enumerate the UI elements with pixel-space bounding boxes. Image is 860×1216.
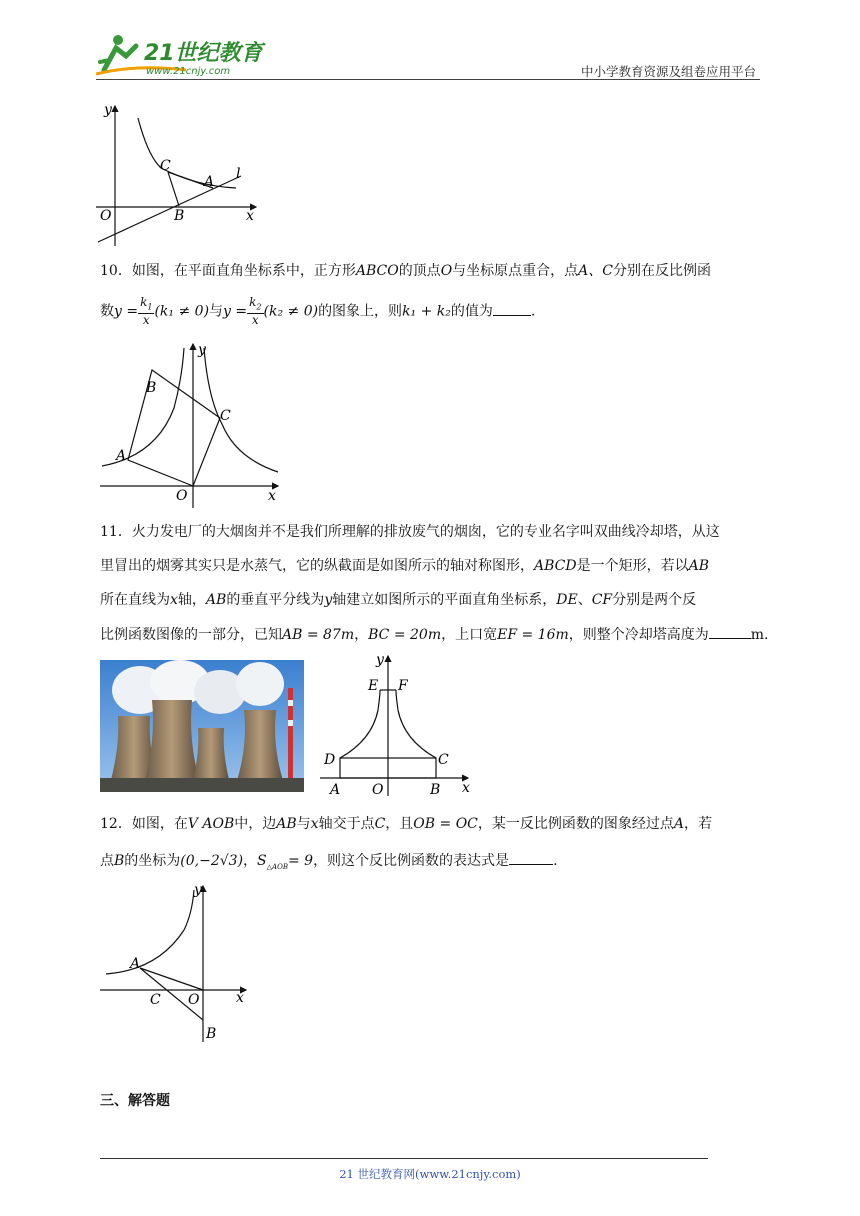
cooling-tower-photo [100, 660, 304, 792]
header-divider [96, 79, 760, 80]
fig11-label-y: y [376, 652, 384, 668]
header-platform-text: 中小学教育资源及组卷应用平台 [580, 64, 756, 79]
fig9-label-o: O [100, 208, 112, 224]
section-heading-3: 三、解答题 [100, 1093, 170, 1109]
figure-q12 [98, 880, 258, 1048]
q12-answer-blank[interactable] [509, 864, 553, 865]
fig10-label-y: y [198, 342, 206, 358]
q11-line2: 里冒出的烟雾其实只是水蒸气，它的纵截面是如图所示的轴对称图形，ABCD是一个矩形，若以AB [100, 558, 710, 574]
q11-answer-blank[interactable] [709, 638, 751, 639]
q12-line2: 点B的坐标为(0,−2√3)，$S_{\triangle AOB}= 9$，则这个反比例函数的表达式是 . [100, 853, 558, 871]
fig10-label-x: x [268, 488, 276, 504]
fig12-label-y: y [194, 882, 202, 898]
figure-q10 [96, 338, 291, 510]
q11-line3: 所在直线为x轴，AB的垂直平分线为y轴建立如图所示的平面直角坐标系，DE、CF分别是两个反 [100, 592, 697, 608]
fig9-label-y: y [104, 102, 112, 118]
fig12-label-x: x [236, 990, 244, 1006]
fig9-label-a: A [204, 174, 215, 190]
fig10-label-a: A [116, 448, 127, 464]
fig12-label-c: C [150, 992, 161, 1008]
fig11-label-x: x [462, 780, 470, 796]
fig11-label-o: O [372, 782, 384, 798]
fig11-label-e: E [368, 678, 379, 694]
logo-sub-text: www.21cnjy.com [146, 66, 231, 77]
footer-text[interactable]: 21 世纪教育网(www.21cnjy.com) [339, 1167, 521, 1181]
fig10-label-b: B [146, 380, 157, 396]
fig9-label-b: B [174, 208, 185, 224]
fig9-label-x: x [246, 208, 254, 224]
fig11-label-a: A [330, 782, 341, 798]
figure-q9 [96, 96, 266, 251]
fig9-label-l: l [236, 166, 241, 182]
q10-line2: 数y = $\frac{k_1}{x}$ (k₁ ≠ 0)与y = $\frac{k_2}{x}$ (k₂ ≠ 0)的图象上，则k₁ + k₂的值为 . [100, 295, 536, 328]
fig10-label-c: C [220, 408, 231, 424]
q10-fraction-2: $\frac{k_2}{x}$ [249, 295, 262, 328]
q11-line4: 比例函数图像的一部分，已知AB = 87m，BC = 20m，上口宽EF = 16m，则整个冷却塔高度为 m. [100, 627, 769, 643]
fig12-label-b: B [206, 1026, 217, 1042]
logo-main-text: 21世纪教育 [144, 41, 263, 66]
q10-answer-blank[interactable] [493, 315, 531, 316]
fig11-label-c: C [438, 752, 449, 768]
footer-divider [100, 1158, 708, 1159]
logo-icon [96, 30, 266, 78]
q11-line1: 11．火力发电厂的大烟囱并不是我们所理解的排放废气的烟囱，它的专业名字叫双曲线冷却塔，从这 [100, 524, 720, 540]
q10-line1: 10．如图，在平面直角坐标系中，正方形ABCO的顶点O与坐标原点重合，点A、C分别在反比例函 [100, 263, 711, 279]
fig11-label-d: D [324, 752, 336, 768]
fig11-label-b: B [430, 782, 441, 798]
q12-line1: 12．如图，在V AOB中，边AB与x轴交于点C，且OB = OC，某一反比例函数的图象经过点A，若 [100, 816, 713, 832]
fig12-label-o: O [188, 992, 200, 1008]
fig12-label-a: A [130, 956, 141, 972]
q10-fraction-1: $\frac{k_1}{x}$ [140, 295, 153, 328]
page-header [96, 30, 756, 82]
fig9-label-c: C [160, 158, 171, 174]
figure-q11 [316, 650, 478, 798]
fig10-label-o: O [176, 488, 188, 504]
fig11-label-f: F [398, 678, 408, 694]
